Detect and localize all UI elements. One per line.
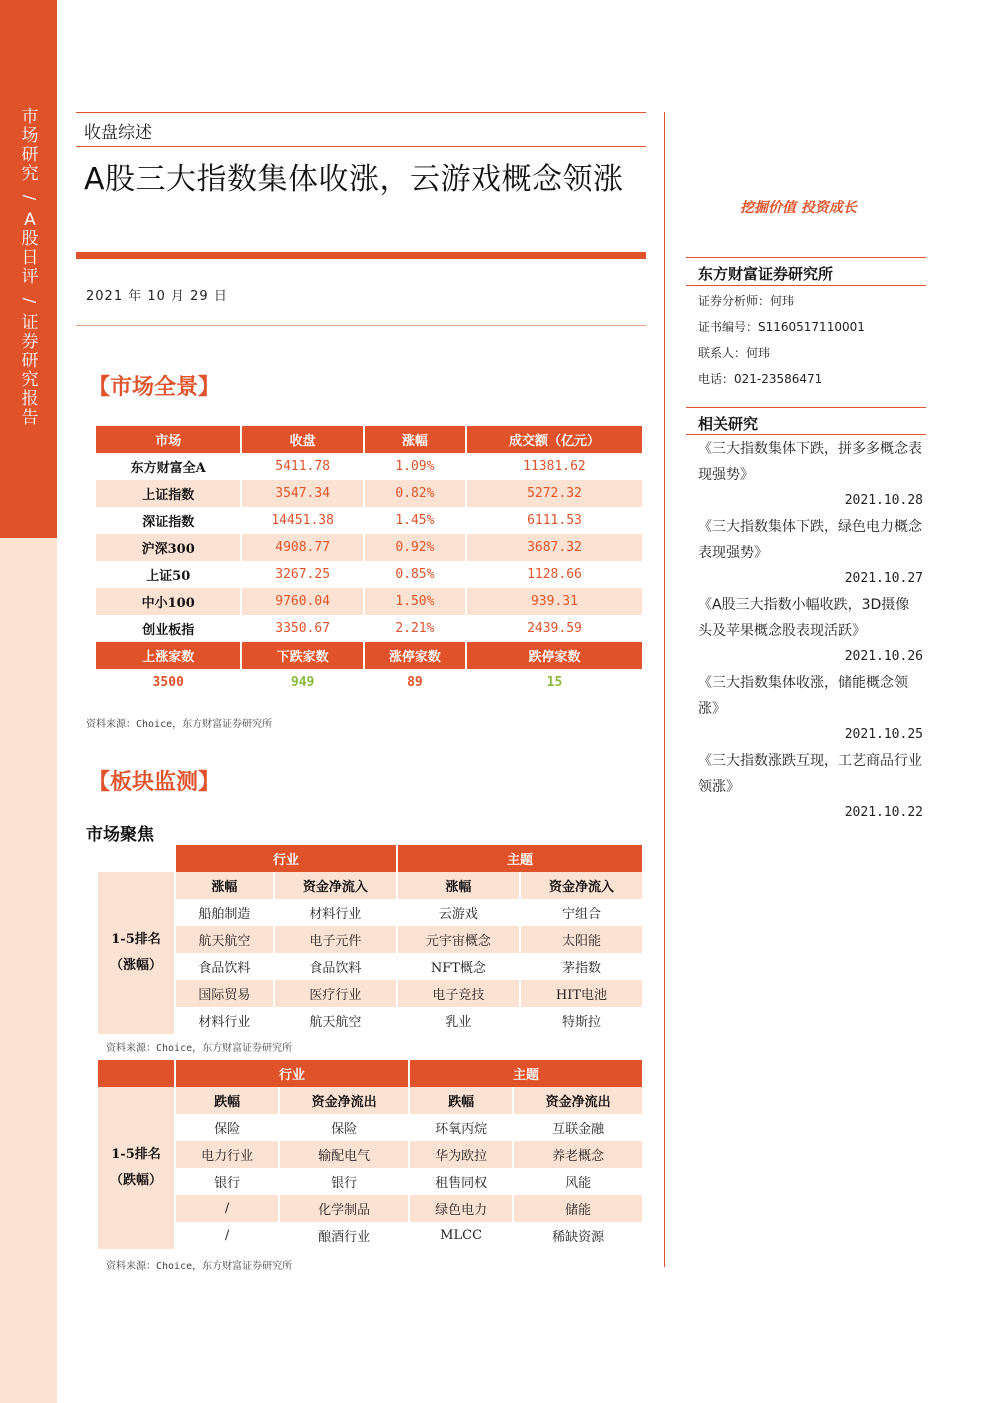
sector-subheading: 市场聚焦 xyxy=(86,825,154,845)
market-source: 资料来源：Choice，东方财富证券研究所 xyxy=(86,719,273,730)
table-cell: 材料行业 xyxy=(309,907,362,922)
limit-down-count: 15 xyxy=(546,675,563,690)
index-name: 创业板指 xyxy=(142,623,195,638)
related-rule xyxy=(686,407,926,408)
rank-label xyxy=(98,1087,174,1249)
related-report[interactable] xyxy=(698,748,923,826)
table-cell: / xyxy=(176,1195,278,1222)
column-header: 收盘 xyxy=(242,426,362,453)
table-cell: 乳业 xyxy=(445,1015,472,1030)
table-cell: 稀缺资源 xyxy=(552,1230,605,1245)
section-label: 收盘综述 xyxy=(84,123,152,143)
column-header: 涨幅 xyxy=(398,872,519,899)
related-rule xyxy=(686,434,926,435)
report-title[interactable]: 《A股三大指数小幅收跌，3D摄像头及苹果概念股表现活跃》 xyxy=(698,597,910,639)
analyst: 证券分析师：何玮 xyxy=(698,294,795,308)
institute-rule xyxy=(686,257,926,258)
report-date: 2021 年 10 月 29 日 xyxy=(86,289,228,304)
table-cell: 医疗行业 xyxy=(275,980,396,1007)
index-change: 1.45% xyxy=(395,513,435,528)
table-cell: 食品饮料 xyxy=(309,961,362,976)
column-header: 跌幅 xyxy=(176,1087,278,1114)
sector-heading: 【板块监测】 xyxy=(88,769,221,795)
group-header: 主题 xyxy=(410,1060,642,1087)
side-band-segment: 市场研究 xyxy=(21,107,39,184)
index-name: 中小100 xyxy=(96,588,240,615)
table-row xyxy=(98,1222,642,1249)
table-row xyxy=(98,1168,642,1195)
group-header: 行业 xyxy=(176,1060,408,1087)
table-cell: 保险 xyxy=(331,1122,358,1137)
report-date: 2021.10.28 xyxy=(844,493,923,508)
rank-label xyxy=(98,872,174,1034)
index-close: 4908.77 xyxy=(242,534,362,561)
table-cell: 银行 xyxy=(214,1176,241,1191)
column-header: 成交额（亿元） xyxy=(467,426,642,453)
table-row xyxy=(98,1007,642,1034)
rank-label-line: 1-5排名 xyxy=(111,1147,161,1162)
column-header: 资金净流出 xyxy=(280,1087,408,1114)
table-row xyxy=(96,561,642,588)
side-band-segment: A股日评 xyxy=(21,210,39,287)
date-rule xyxy=(76,325,646,326)
table-cell: 保险 xyxy=(214,1122,241,1137)
index-change: 1.50% xyxy=(365,588,465,615)
column-header: 涨幅 xyxy=(176,872,273,899)
table-cell: 元宇宙概念 xyxy=(398,926,519,953)
market-heading: 【市场全景】 xyxy=(88,374,221,400)
related-report[interactable] xyxy=(698,592,923,670)
table-cell: 国际贸易 xyxy=(176,980,273,1007)
report-title[interactable]: 《三大指数集体下跌，绿色电力概念表现强势》 xyxy=(698,519,922,561)
index-volume: 939.31 xyxy=(467,588,642,615)
phone: 电话：021-23586471 xyxy=(698,372,823,386)
page-title: A股三大指数集体收涨，云游戏概念领涨 xyxy=(84,162,624,197)
index-name: 沪深300 xyxy=(96,534,240,561)
table-cell: 绿色电力 xyxy=(410,1195,512,1222)
gain-ranking-table xyxy=(96,845,644,1034)
contact: 联系人：何玮 xyxy=(698,346,771,360)
slogan: 挖掘价值 投资成长 xyxy=(740,200,857,216)
loss-ranking-table xyxy=(96,1060,644,1249)
index-volume: 6111.53 xyxy=(527,513,582,528)
index-name: 上证50 xyxy=(146,569,191,584)
side-band-label xyxy=(18,108,42,428)
index-name: 东方财富全A xyxy=(130,461,206,476)
table-cell: 环氧丙烷 xyxy=(435,1122,488,1137)
index-close: 3547.34 xyxy=(242,480,362,507)
table-cell: 华为欧拉 xyxy=(410,1141,512,1168)
table-cell: 茅指数 xyxy=(561,961,601,976)
header-rule xyxy=(76,146,646,147)
rank-label-line: （跌幅） xyxy=(109,1173,162,1188)
column-header: 跌幅 xyxy=(410,1087,512,1114)
institute-rule xyxy=(686,285,926,286)
side-band-light xyxy=(0,538,57,1403)
column-header: 下跌家数 xyxy=(242,642,362,669)
table-cell: 宁组合 xyxy=(561,907,601,922)
group-header-row xyxy=(98,845,642,872)
table-row xyxy=(98,899,642,926)
index-volume: 2439.59 xyxy=(527,621,582,636)
report-title[interactable]: 《三大指数涨跌互现，工艺商品行业领涨》 xyxy=(698,753,922,795)
table-cell: 养老概念 xyxy=(514,1141,642,1168)
table-row xyxy=(96,615,642,642)
index-close: 5411.78 xyxy=(275,459,331,474)
table-cell: 航天航空 xyxy=(309,1015,362,1030)
loss-source: 资料来源：Choice，东方财富证券研究所 xyxy=(106,1261,293,1272)
table-cell: 酿酒行业 xyxy=(318,1230,371,1245)
license-number: 证书编号：S1160517110001 xyxy=(698,320,865,334)
table-cell: 互联金融 xyxy=(552,1122,605,1137)
table-cell: 电力行业 xyxy=(176,1141,278,1168)
table-row xyxy=(98,926,642,953)
table-cell: 太阳能 xyxy=(521,926,642,953)
table-row xyxy=(96,588,642,615)
table-cell: 租售同权 xyxy=(435,1176,488,1191)
column-header: 涨幅 xyxy=(365,426,465,453)
column-header: 涨停家数 xyxy=(365,642,465,669)
group-header-row xyxy=(98,1060,642,1087)
header-rule xyxy=(76,112,646,113)
table-cell: 食品饮料 xyxy=(198,961,251,976)
limit-up-count: 89 xyxy=(407,675,423,690)
table-cell: 航天航空 xyxy=(176,926,273,953)
table-cell: 储能 xyxy=(514,1195,642,1222)
index-close: 14451.38 xyxy=(271,513,334,528)
column-header: 跌停家数 xyxy=(467,642,642,669)
index-volume: 5272.32 xyxy=(467,480,642,507)
title-rule xyxy=(76,252,646,259)
report-title[interactable]: 《三大指数集体下跌，拼多多概念表现强势》 xyxy=(698,441,922,483)
table-cell: 银行 xyxy=(331,1176,358,1191)
report-date: 2021.10.22 xyxy=(844,805,923,820)
report-date: 2021.10.26 xyxy=(844,649,923,664)
table-cell: 电子竞技 xyxy=(398,980,519,1007)
table-cell: 化学制品 xyxy=(280,1195,408,1222)
index-change: 2.21% xyxy=(395,621,435,636)
table-header-row xyxy=(96,426,642,453)
institute-name: 东方财富证券研究所 xyxy=(698,265,834,283)
related-report[interactable] xyxy=(698,436,923,514)
table-row xyxy=(98,1195,642,1222)
table-cell: HIT电池 xyxy=(521,980,642,1007)
side-band-separator: / xyxy=(20,297,40,304)
advancers-count: 3500 xyxy=(152,675,184,690)
counts-row xyxy=(96,669,642,696)
rank-label-line: （涨幅） xyxy=(109,958,162,973)
index-change: 1.09% xyxy=(395,459,435,474)
related-report[interactable] xyxy=(698,514,923,592)
side-band-separator: / xyxy=(20,194,40,201)
table-row xyxy=(96,453,642,480)
table-row xyxy=(98,1114,642,1141)
index-close: 3350.67 xyxy=(275,621,331,636)
table-cell: 船舶制造 xyxy=(198,907,251,922)
index-volume: 3687.32 xyxy=(467,534,642,561)
index-volume: 1128.66 xyxy=(527,567,582,582)
column-header: 市场 xyxy=(96,426,240,453)
decliners-count: 949 xyxy=(290,675,315,690)
group-header: 行业 xyxy=(176,845,396,872)
sub-header-row xyxy=(98,872,642,899)
sub-header-row xyxy=(98,1087,642,1114)
index-name: 上证指数 xyxy=(96,480,240,507)
rank-label-line: 1-5排名 xyxy=(111,932,161,947)
index-change: 0.92% xyxy=(365,534,465,561)
report-date: 2021.10.25 xyxy=(844,727,923,742)
related-heading: 相关研究 xyxy=(698,415,759,433)
table-cell: 材料行业 xyxy=(198,1015,251,1030)
index-volume: 11381.62 xyxy=(523,459,586,474)
index-change: 0.85% xyxy=(395,567,435,582)
table-row xyxy=(98,980,642,1007)
table-cell: MLCC xyxy=(440,1228,483,1243)
index-close: 3267.25 xyxy=(275,567,331,582)
table-cell: 特斯拉 xyxy=(561,1015,601,1030)
table-row xyxy=(96,534,642,561)
index-name: 深证指数 xyxy=(142,515,195,530)
market-table xyxy=(94,426,644,696)
index-change: 0.82% xyxy=(365,480,465,507)
column-divider xyxy=(664,112,665,1267)
table-row xyxy=(98,1141,642,1168)
side-band-segment: 证券研究报告 xyxy=(21,313,39,428)
related-report[interactable] xyxy=(698,670,923,748)
table-row xyxy=(96,480,642,507)
table-cell: / xyxy=(224,1228,230,1243)
table-cell: 风能 xyxy=(565,1176,592,1191)
column-header: 资金净流出 xyxy=(514,1087,642,1114)
column-header: 资金净流入 xyxy=(275,872,396,899)
index-close: 9760.04 xyxy=(242,588,362,615)
table-cell: 云游戏 xyxy=(438,907,478,922)
column-header: 上涨家数 xyxy=(96,642,240,669)
column-header: 资金净流入 xyxy=(521,872,642,899)
report-title[interactable]: 《三大指数集体收涨，储能概念领涨》 xyxy=(698,675,908,717)
table-row xyxy=(96,507,642,534)
table-cell: 电子元件 xyxy=(275,926,396,953)
gain-source: 资料来源：Choice，东方财富证券研究所 xyxy=(106,1043,293,1054)
report-date: 2021.10.27 xyxy=(844,571,923,586)
table-cell: NFT概念 xyxy=(430,961,486,976)
group-header: 主题 xyxy=(398,845,642,872)
counts-header-row xyxy=(96,642,642,669)
table-row xyxy=(98,953,642,980)
table-cell: 输配电气 xyxy=(280,1141,408,1168)
